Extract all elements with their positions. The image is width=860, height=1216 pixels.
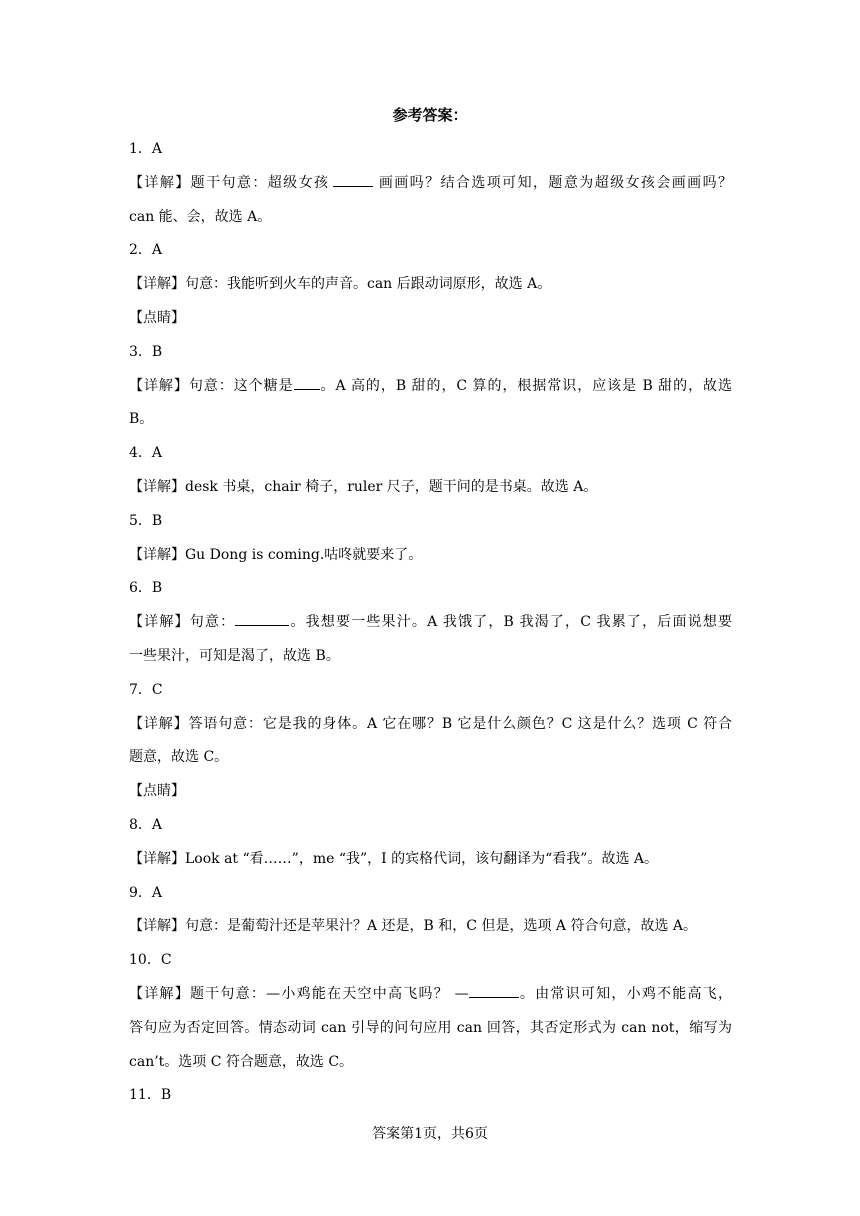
detail-text: 。A 高的，B 甜的，C 算的，根据常识，应该是 B 甜的，故选 [319,377,732,394]
answer-blank [469,983,519,998]
answer-line: 8．A [129,816,163,833]
answer-line: 4．A [129,445,163,462]
detail-line: can 能、会，故选 A。 [129,208,272,225]
detail-line: 【详解】Gu Dong is coming.咕咚就要来了。 [129,546,423,563]
page-footer: 答案第1页，共6页 [372,1126,488,1142]
detail-line: 题意，故选 C。 [129,749,229,766]
detail-line: 【详解】desk 书桌，chair 椅子，ruler 尺子，题干问的是书桌。故选 A。 [129,478,598,495]
detail-line [129,978,732,1012]
detail-line: 一些果汁，可知是渴了，故选 B。 [129,647,340,664]
answer-body [129,133,732,1113]
detail-line: 答句应为否定回答。情态动词 can 引导的问句应用 can 回答，其否定形式为 can not，缩写为 [129,1019,732,1036]
detail-text: 【详解】题干句意：—小鸡能在天空中高飞吗？ — [129,985,469,1002]
detail-text: 。由常识可知，小鸡不能高飞， [518,985,732,1002]
detail-text: 。我想要一些果汁。A 我饿了，B 我渴了，C 我累了，后面说想要 [289,614,732,631]
detail-text: 画画吗？结合选项可知，题意为超级女孩会画画吗？ [377,174,732,191]
answer-line: 11．B [129,1087,172,1104]
detail-line [129,370,732,404]
answer-line: 6．B [129,580,163,597]
page-title: 参考答案： [392,106,468,124]
answer-blank [235,611,289,626]
tip-line: 【点睛】 [129,783,185,800]
answer-line: 2．A [129,242,163,259]
detail-text: 【详解】题干句意：超级女孩 [129,174,330,191]
answer-line: 7．C [129,681,163,698]
answer-blank [333,172,373,187]
answer-blank [294,375,320,390]
detail-line: 【详解】句意：是葡萄汁还是苹果汁？A 还是，B 和，C 但是，选项 A 符合句意，故选 A。 [129,918,698,935]
answer-line: 5．B [129,512,163,529]
detail-line: 【详解】Look at “看……”，me “我”，I 的宾格代词，该句翻译为“看我”。故选 A。 [129,850,659,867]
answer-line: 1．A [129,141,163,157]
answer-line: 10．C [129,952,172,969]
detail-line [129,167,732,201]
answer-line: 9．A [129,884,163,901]
tip-line: 【点睛】 [129,309,185,326]
detail-line: B。 [129,411,154,428]
detail-line: 【详解】答语句意：它是我的身体。A 它在哪？B 它是什么颜色？C 这是什么？选项 C 符合 [129,715,732,732]
detail-text: 【详解】句意： [129,614,236,631]
detail-line [129,606,732,640]
answer-line: 3．B [129,343,163,360]
detail-line: 【详解】句意：我能听到火车的声音。can 后跟动词原形，故选 A。 [129,276,552,293]
detail-text: 【详解】句意：这个糖是 [129,377,294,394]
detail-line: can’t。选项 C 符合题意，故选 C。 [129,1053,354,1070]
